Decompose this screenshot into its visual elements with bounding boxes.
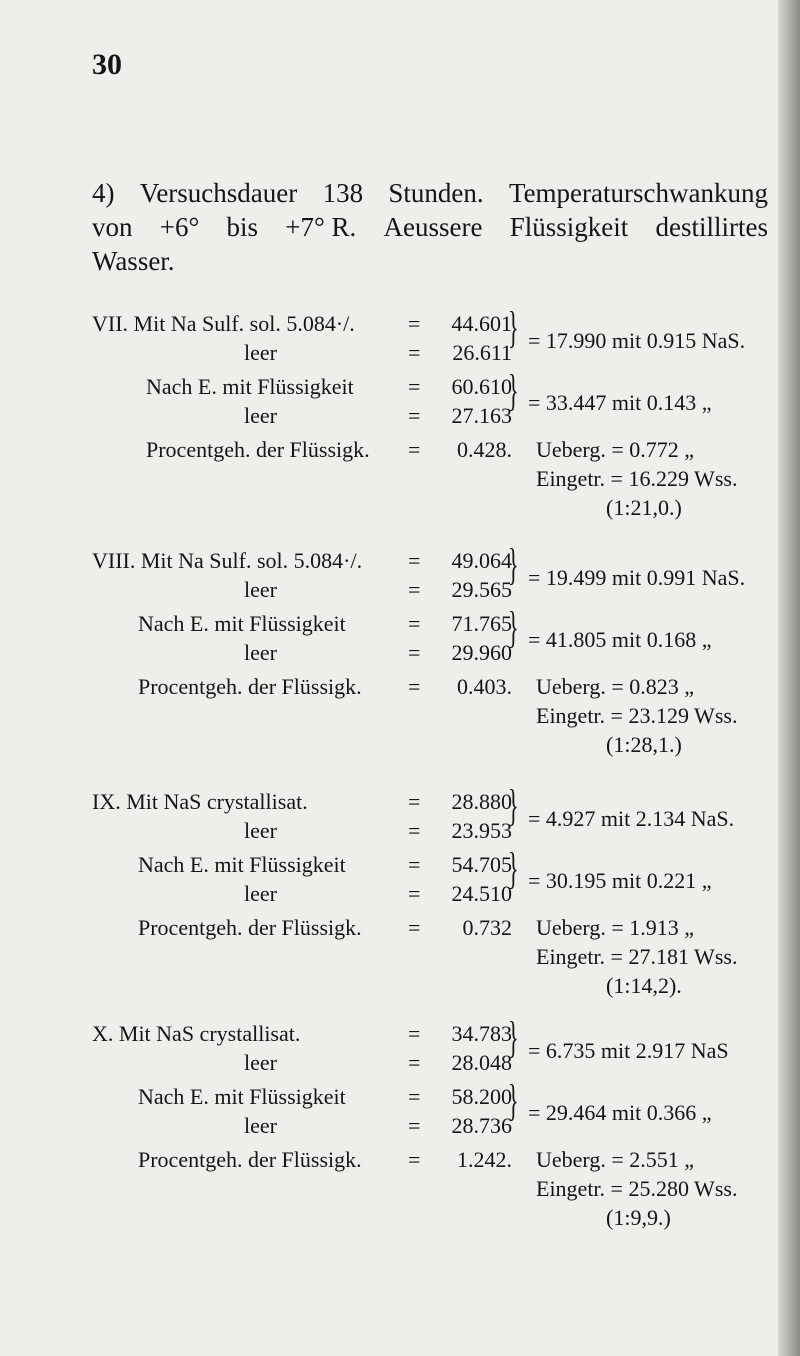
heading-word: Aeussere [383, 212, 483, 242]
brace: } [508, 540, 519, 589]
row-label: leer [244, 640, 277, 665]
row-value: 26.611 [452, 340, 512, 365]
row-label: Procentgeh. der Flüssigk. [138, 674, 362, 699]
row-value: 58.200 [451, 1084, 512, 1109]
equals-sign: = [408, 881, 421, 906]
row-label: Procentgeh. der Flüssigk. [138, 1147, 362, 1172]
brace-result-1: = 19.499 mit 0.991 NaS. [528, 565, 746, 590]
equals-sign: = [408, 548, 421, 573]
row-label: leer [244, 403, 277, 428]
row-label: leer [244, 881, 277, 906]
equals-sign: = [408, 1050, 421, 1075]
transferred: Ueberg. = 0.823 „ [536, 674, 695, 699]
row-label: leer [244, 340, 277, 365]
brace-result-1: = 4.927 mit 2.134 NaS. [528, 806, 735, 831]
brace-result-1: = 17.990 mit 0.915 NaS. [528, 328, 746, 353]
row-label: leer [244, 577, 277, 602]
page-number: 30 [92, 48, 122, 81]
heading-word: von [92, 212, 133, 242]
row-label: VII. Mit Na Sulf. sol. 5.084·/. [92, 311, 355, 336]
row-label: Nach E. mit Flüssigkeit [138, 611, 346, 636]
equals-sign: = [408, 403, 421, 428]
heading-word: +7° R. [285, 212, 357, 242]
heading-word: +6° [159, 212, 200, 242]
row-label: Nach E. mit Flüssigkeit [138, 1084, 346, 1109]
row-value: 23.953 [451, 818, 512, 843]
equals-sign: = [408, 789, 421, 814]
brace-result-1: = 6.735 mit 2.917 NaS [528, 1038, 729, 1063]
row-value: 0.428. [457, 437, 512, 462]
equals-sign: = [408, 340, 421, 365]
row-label: X. Mit NaS crystallisat. [92, 1021, 301, 1046]
row-value: 28.880 [451, 789, 512, 814]
heading-word: 4) [92, 178, 115, 208]
row-label: Procentgeh. der Flüssigk. [138, 915, 362, 940]
heading-line-2 [92, 210, 768, 244]
brace: } [508, 303, 519, 352]
ratio: (1:21,0.) [606, 495, 682, 520]
row-value: 49.064 [451, 548, 512, 573]
row-value: 44.601 [451, 311, 512, 336]
heading-word: Temperaturschwankung [508, 178, 768, 208]
row-label: Nach E. mit Flüssigkeit [138, 852, 346, 877]
row-value: 28.048 [451, 1050, 512, 1075]
heading-word: 138 [322, 178, 364, 208]
brace: } [508, 366, 519, 415]
row-label: Procentgeh. der Flüssigk. [146, 437, 370, 462]
row-value: 71.765 [451, 611, 512, 636]
equals-sign: = [408, 640, 421, 665]
row-label: leer [244, 1113, 277, 1138]
taken-in: Eingetr. = 27.181 Wss. [536, 944, 738, 969]
brace-result-2: = 41.805 mit 0.168 „ [528, 627, 712, 652]
brace-result-2: = 30.195 mit 0.221 „ [528, 868, 712, 893]
equals-sign: = [408, 437, 421, 462]
brace: } [508, 781, 519, 830]
equals-sign: = [408, 915, 421, 940]
taken-in: Eingetr. = 23.129 Wss. [536, 703, 738, 728]
heading-word: destillirtes [655, 212, 768, 242]
heading-word: bis [226, 212, 259, 242]
row-label: Nach E. mit Flüssigkeit [146, 374, 354, 399]
transferred: Ueberg. = 1.913 „ [536, 915, 695, 940]
heading [92, 176, 768, 278]
equals-sign: = [408, 1084, 421, 1109]
ratio: (1:14,2). [606, 973, 682, 998]
heading-line-3: Wasser. [92, 246, 175, 276]
ratio: (1:28,1.) [606, 732, 682, 757]
brace: } [508, 1013, 519, 1062]
row-value: 1.242. [457, 1147, 512, 1172]
heading-word: Versuchsdauer [139, 178, 298, 208]
transferred: Ueberg. = 0.772 „ [536, 437, 695, 462]
brace: } [508, 1076, 519, 1125]
taken-in: Eingetr. = 16.229 Wss. [536, 466, 738, 491]
brace: } [508, 603, 519, 652]
row-label: leer [244, 818, 277, 843]
row-value: 28.736 [451, 1113, 512, 1138]
row-label: leer [244, 1050, 277, 1075]
row-value: 24.510 [451, 881, 512, 906]
row-label: IX. Mit NaS crystallisat. [92, 789, 308, 814]
row-value: 34.783 [451, 1021, 512, 1046]
equals-sign: = [408, 1021, 421, 1046]
row-label: VIII. Mit Na Sulf. sol. 5.084·/. [92, 548, 363, 573]
equals-sign: = [408, 577, 421, 602]
row-value: 60.610 [451, 374, 512, 399]
equals-sign: = [408, 818, 421, 843]
equals-sign: = [408, 374, 421, 399]
row-value: 27.163 [451, 403, 512, 428]
taken-in: Eingetr. = 25.280 Wss. [536, 1176, 738, 1201]
heading-word: Flüssigkeit [509, 212, 629, 242]
brace-result-2: = 29.464 mit 0.366 „ [528, 1100, 712, 1125]
equals-sign: = [408, 852, 421, 877]
transferred: Ueberg. = 2.551 „ [536, 1147, 695, 1172]
row-value: 29.960 [451, 640, 512, 665]
equals-sign: = [408, 311, 421, 336]
heading-word: Stunden. [388, 178, 484, 208]
heading-line-1 [92, 176, 768, 210]
equals-sign: = [408, 1147, 421, 1172]
equals-sign: = [408, 1113, 421, 1138]
row-value: 54.705 [451, 852, 512, 877]
row-value: 29.565 [451, 577, 512, 602]
equals-sign: = [408, 674, 421, 699]
ratio: (1:9,9.) [606, 1205, 671, 1230]
brace: } [508, 844, 519, 893]
page-edge [778, 0, 800, 1356]
row-value: 0.732 [462, 915, 512, 940]
row-value: 0.403. [457, 674, 512, 699]
equals-sign: = [408, 611, 421, 636]
brace-result-2: = 33.447 mit 0.143 „ [528, 390, 712, 415]
